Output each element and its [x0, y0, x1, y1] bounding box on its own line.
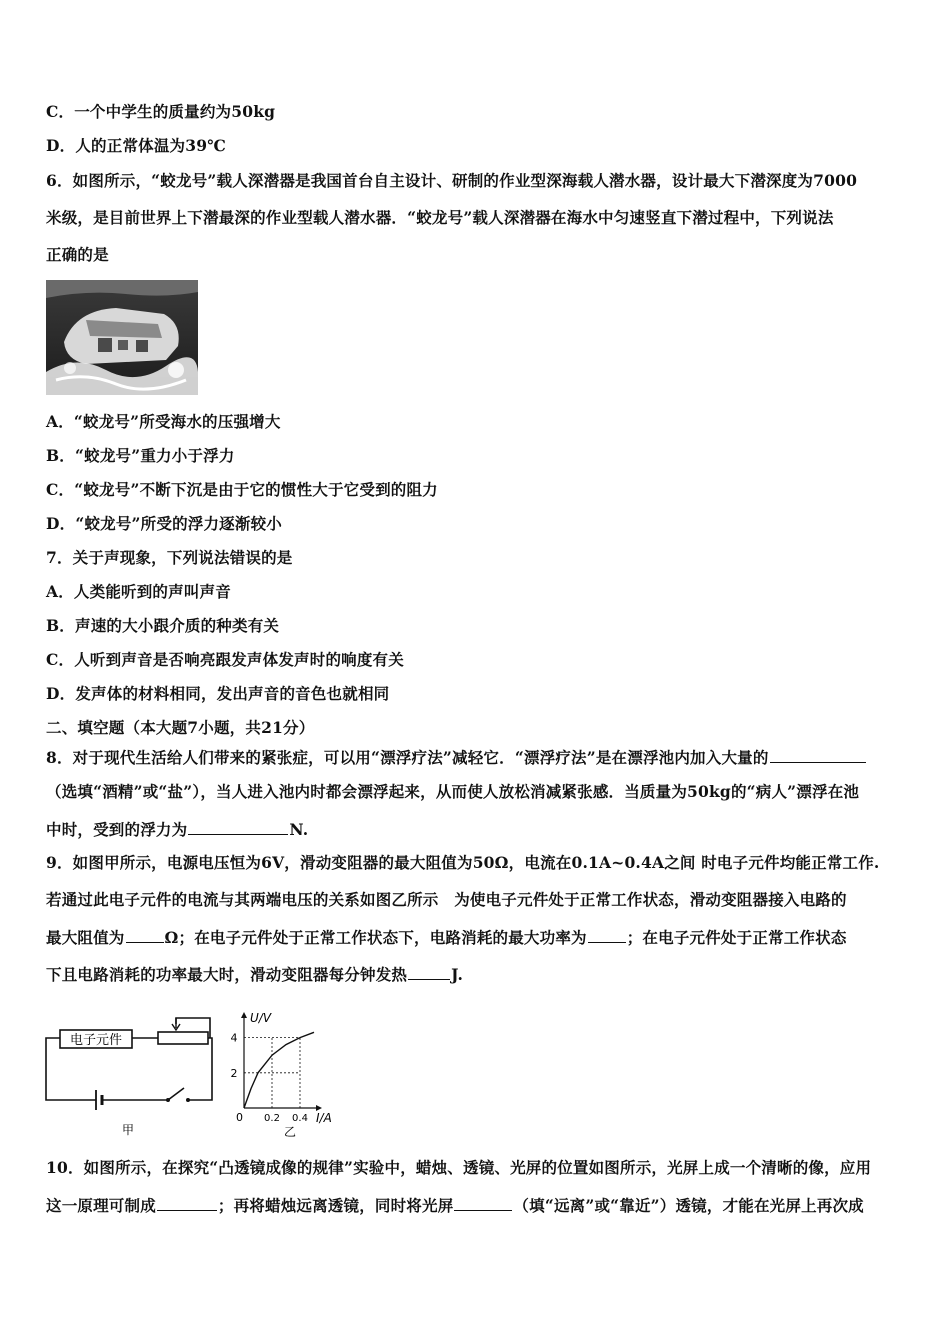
q10-line2-text-c: （填“远离”或“靠近”）透镜，才能在光屏上再次成	[513, 1196, 864, 1215]
answer-blank[interactable]	[588, 927, 626, 943]
circuit-caption: 甲	[121, 1123, 135, 1137]
q6-option-a: A．“蛟龙号”所受海水的压强增大	[46, 412, 281, 431]
y-tick-label: 4	[230, 1031, 238, 1045]
q8-line1	[46, 747, 867, 768]
u-i-curve	[244, 1032, 314, 1108]
q8-line3	[46, 819, 308, 840]
q8-line3-text: 中时，受到的浮力为	[46, 820, 188, 839]
q9-figure	[40, 1004, 340, 1140]
section-heading: 二、填空题（本大题7小题，共21分）	[46, 718, 315, 737]
q7-option-c: C．人听到声音是否响亮跟发声体发声时的响度有关	[46, 650, 404, 669]
rheostat	[158, 1032, 208, 1044]
answer-blank[interactable]	[770, 747, 866, 763]
graph-caption: 乙	[283, 1125, 297, 1139]
q6-stem-line1: 6．如图所示，“蛟龙号”载人深潜器是我国首台自主设计、研制的作业型深海载人潜水器，设计最大下潜深度为7000	[46, 171, 858, 190]
q7-option-b: B．声速的大小跟介质的种类有关	[46, 616, 280, 635]
q10-line2-text-b: ；再将蜡烛远离透镜，同时将光屏	[217, 1196, 454, 1215]
q10-line2-text-a: 这一原理可制成	[46, 1196, 156, 1215]
q9-line4	[46, 964, 463, 985]
q9-line3-text-b: Ω；在电子元件处于正常工作状态下，电路消耗的最大功率为	[164, 928, 587, 947]
origin-label: 0	[236, 1111, 243, 1124]
q9-line4-text: 下且电路消耗的功率最大时，滑动变阻器每分钟发热	[46, 965, 408, 984]
switch-contact	[186, 1098, 190, 1102]
q7-option-a: A．人类能听到的声叫声音	[46, 582, 231, 601]
q9-line3	[46, 927, 847, 948]
answer-blank[interactable]	[157, 1195, 217, 1211]
q8-unit: N.	[289, 820, 309, 839]
q6-option-d: D．“蛟龙号”所受的浮力逐渐较小	[46, 514, 282, 533]
q6-stem-line3: 正确的是	[46, 245, 109, 264]
q6-option-b: B．“蛟龙号”重力小于浮力	[46, 446, 235, 465]
y-axis-label: U/V	[250, 1011, 272, 1025]
x-axis-label: I/A	[316, 1111, 332, 1125]
q9-line2: 若通过此电子元件的电流与其两端电压的关系如图乙所示 为使电子元件处于正常工作状态，滑动变阻器接入电路的	[46, 890, 847, 909]
answer-blank[interactable]	[408, 964, 450, 980]
q8-line2: （选填“酒精”或“盐”），当人进入池内时都会漂浮起来，从而使人放松消减紧张感．当质量为50kg的“病人”漂浮在池	[46, 782, 860, 801]
q9-unit: J.	[451, 965, 464, 984]
q10-line1: 10．如图所示，在探究“凸透镜成像的规律”实验中，蜡烛、透镜、光屏的位置如图所示，光屏上成一个清晰的像，应用	[46, 1158, 872, 1177]
q7-option-d: D．发声体的材料相同，发出声音的音色也就相同	[46, 684, 390, 703]
q6-stem-line2: 米级，是目前世界上下潜最深的作业型载人潜水器．“蛟龙号”载人深潜器在海水中匀速竖直下潜过程中，下列说法	[46, 208, 834, 227]
u-i-graph	[231, 1011, 332, 1139]
q8-line1-text: 8．对于现代生活给人们带来的紧张症，可以用“漂浮疗法”减轻它．“漂浮疗法”是在漂浮池内加入大量的	[46, 748, 769, 767]
x-tick-label: 0.4	[292, 1113, 308, 1124]
q7-stem: 7．关于声现象，下列说法错误的是	[46, 548, 293, 567]
answer-blank[interactable]	[454, 1195, 512, 1211]
q9-line3-text-c: ；在电子元件处于正常工作状态	[626, 928, 847, 947]
q9-line3-text-a: 最大阻值为	[46, 928, 125, 947]
q9-line1: 9．如图甲所示，电源电压恒为6V，滑动变阻器的最大阻值为50Ω，电流在0.1A~0.4A之间 时电子元件均能正常工作.	[46, 853, 880, 872]
q6-option-c: C．“蛟龙号”不断下沉是由于它的惯性大于它受到的阻力	[46, 480, 438, 499]
y-axis-arrow	[241, 1012, 247, 1018]
component-label: 电子元件	[69, 1033, 123, 1048]
q10-line2	[46, 1195, 864, 1216]
x-tick-label: 0.2	[264, 1113, 280, 1124]
rheostat-slider	[172, 1018, 180, 1030]
q5-option-c: C．一个中学生的质量约为50kg	[46, 102, 276, 121]
q5-option-d: D．人的正常体温为39℃	[46, 136, 226, 155]
submersible-photo	[46, 280, 198, 395]
answer-blank[interactable]	[126, 927, 164, 943]
answer-blank[interactable]	[188, 819, 288, 835]
switch-contact	[166, 1098, 170, 1102]
y-tick-label: 2	[230, 1066, 238, 1080]
